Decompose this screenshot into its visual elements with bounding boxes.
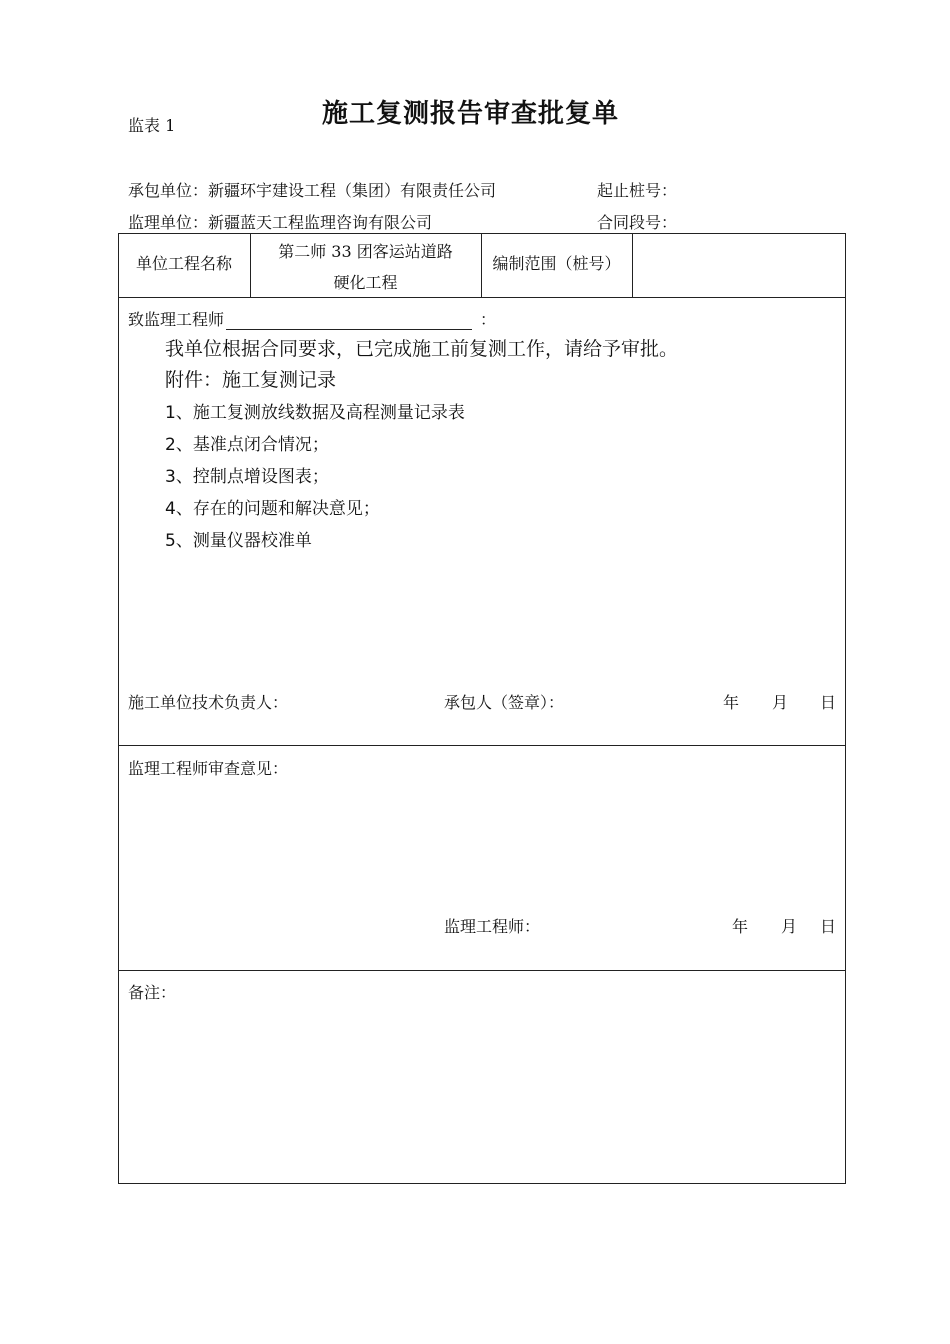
row-divider [118,745,846,746]
unit-name-value-line1: 第二师 33 团客运站道路 [278,242,453,261]
contract-section-label: 合同段号： [597,213,678,232]
column-divider [632,233,633,297]
unit-name-label: 单位工程名称 [135,254,232,273]
addressee-label: 致监理工程师 [128,310,225,329]
row-divider [118,297,846,298]
supervising-engineer-label: 监理工程师： [444,917,541,936]
date-day-label: 日 [820,693,837,712]
attachment-item: 4、存在的问题和解决意见； [165,499,380,519]
review-day-label: 日 [820,917,837,936]
review-month-label: 月 [781,917,798,936]
supervision-unit-label: 监理单位：新疆蓝天工程监理咨询有限公司 [128,213,433,232]
attachment-item: 1、施工复测放线数据及高程测量记录表 [165,403,465,423]
tech-lead-label: 施工单位技术负责人： [128,693,289,712]
row-divider [118,970,846,971]
unit-name-value-line2: 硬化工程 [333,273,398,292]
contractor-unit-label: 承包单位：新疆环宇建设工程（集团）有限责任公司 [128,181,497,200]
attachment-item: 5、测量仪器校准单 [165,531,312,551]
contractor-signature-label: 承包人（签章）： [444,693,565,712]
date-month-label: 月 [772,693,789,712]
remarks-label: 备注： [128,983,177,1002]
addressee-colon: ： [480,310,497,329]
application-statement: 我单位根据合同要求，已完成施工前复测工作，请给予审批。 [165,338,679,360]
date-year-label: 年 [723,693,740,712]
review-opinion-label: 监理工程师审查意见： [128,759,289,778]
range-label: 编制范围（桩号） [492,254,621,273]
attachment-item: 3、控制点增设图表； [165,467,329,487]
addressee-line [128,307,496,330]
engineer-name-blank[interactable] [226,313,472,330]
attachment-title: 附件：施工复测记录 [165,369,337,391]
form-number-label: 监表 1 [128,116,176,135]
document-title: 施工复测报告审查批复单 [322,99,620,129]
review-year-label: 年 [732,917,749,936]
pile-number-label: 起止桩号： [597,181,678,200]
attachment-item: 2、基准点闭合情况； [165,435,329,455]
